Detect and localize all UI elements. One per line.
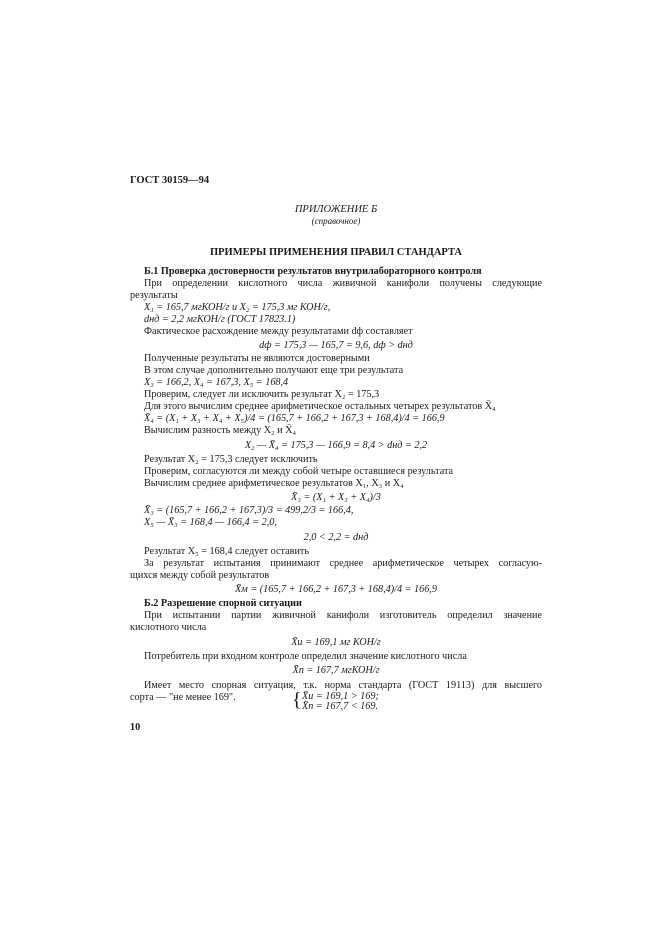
formula-centered: X₂ — X̄₄ = 175,3 — 166,9 = 8,4 > dнд = 2,2 (244, 440, 428, 451)
paragraph-line: Для этого вычислим среднее арифметическое остальных четырех результатов X̄₄ (144, 401, 496, 412)
paragraph-line: Вычислим среднее арифметическое результатов X₁, X₃ и X₄ (144, 478, 404, 489)
paragraph-line: За результат испытания принимают среднее арифметическое четырех согласую- (144, 558, 542, 569)
page-number: 10 (130, 722, 141, 733)
formula-line: X₅ — X̄₃ = 168,4 — 166,4 = 2,0, (144, 517, 277, 528)
paragraph-line: Фактическое расхождение между результатами dф составляет (144, 326, 413, 337)
paragraph-line: При испытании партии живичной канифоли изготовитель определил значение (144, 610, 542, 621)
paragraph-line: щихся между собой результатов (130, 570, 270, 581)
system-line: X̄п = 167,7 < 169. (302, 701, 379, 712)
system-line: X̄и = 169,1 > 169; (302, 691, 379, 702)
paragraph-line: Потребитель при входном контроле определил значение кислотного числа (144, 651, 467, 662)
paragraph-line: Результат X₂ = 175,3 следует исключить (144, 454, 318, 465)
paragraph-line: При определении кислотного числа живичной канифоли получены следующие (144, 278, 542, 289)
formula-centered: dф = 175,3 — 165,7 = 9,6, dф > dнд (259, 340, 413, 351)
formula-line: X̄₃ = (165,7 + 166,2 + 167,3)/3 = 499,2/3 = 166,4, (144, 505, 354, 516)
paragraph-line: кислотного числа (130, 622, 207, 633)
appendix-subtitle: (справочное) (311, 216, 361, 226)
paragraph-line: Результат X₅ = 168,4 следует оставить (144, 546, 310, 557)
formula-centered: X̄₃ = (X₁ + X₃ + X₄)/3 (291, 492, 381, 503)
paragraph-line: Проверим, согласуются ли между собой четыре оставшиеся результата (144, 466, 454, 477)
paragraph-line: сорта — "не менее 169". (130, 692, 236, 703)
paragraph-line: Полученные результаты не являются достоверными (144, 353, 370, 364)
paragraph-line: Проверим, следует ли исключить результат X₂ = 175,3 (144, 389, 380, 400)
paragraph-line: В этом случае дополнительно получают еще три результата (144, 365, 404, 376)
formula-centered: X̄и = 169,1 мг КОН/г (291, 637, 381, 648)
standard-code: ГОСТ 30159—94 (130, 175, 210, 186)
main-title: ПРИМЕРЫ ПРИМЕНЕНИЯ ПРАВИЛ СТАНДАРТА (209, 247, 463, 258)
formula-line: X̄₄ = (X₁ + X₃ + X₄ + X₅)/4 = (165,7 + 166,2 + 167,3 + 168,4)/4 = 166,9 (144, 413, 445, 424)
paragraph-line: Вычислим разность между X₂ и X̄₄ (144, 425, 297, 436)
formula-line: dнд = 2,2 мгКОН/г (ГОСТ 17823.1) (144, 314, 296, 325)
paragraph-line: Имеет место спорная ситуация, т.к. норма стандарта (ГОСТ 19113) для высшего (144, 680, 542, 691)
formula-centered: X̄п = 167,7 мгКОН/г (292, 665, 380, 676)
section-heading-b2: Б.2 Разрешение спорной ситуации (144, 598, 302, 609)
formula-line: X₁ = 165,7 мгКОН/г и X₂ = 175,3 мг КОН/г, (144, 302, 331, 313)
paragraph-line: результаты (130, 290, 178, 301)
appendix-title: ПРИЛОЖЕНИЕ Б (294, 204, 378, 215)
formula-centered: 2,0 < 2,2 = dнд (303, 532, 369, 543)
formula-centered: X̄м = (165,7 + 166,2 + 167,3 + 168,4)/4 = 166,9 (235, 584, 437, 595)
section-heading-b1: Б.1 Проверка достоверности результатов внутрилабораторного контроля (144, 266, 482, 277)
formula-line: X₃ = 166,2, X₄ = 167,3, X₅ = 168,4 (144, 377, 289, 388)
brace-symbol: { (292, 689, 302, 711)
